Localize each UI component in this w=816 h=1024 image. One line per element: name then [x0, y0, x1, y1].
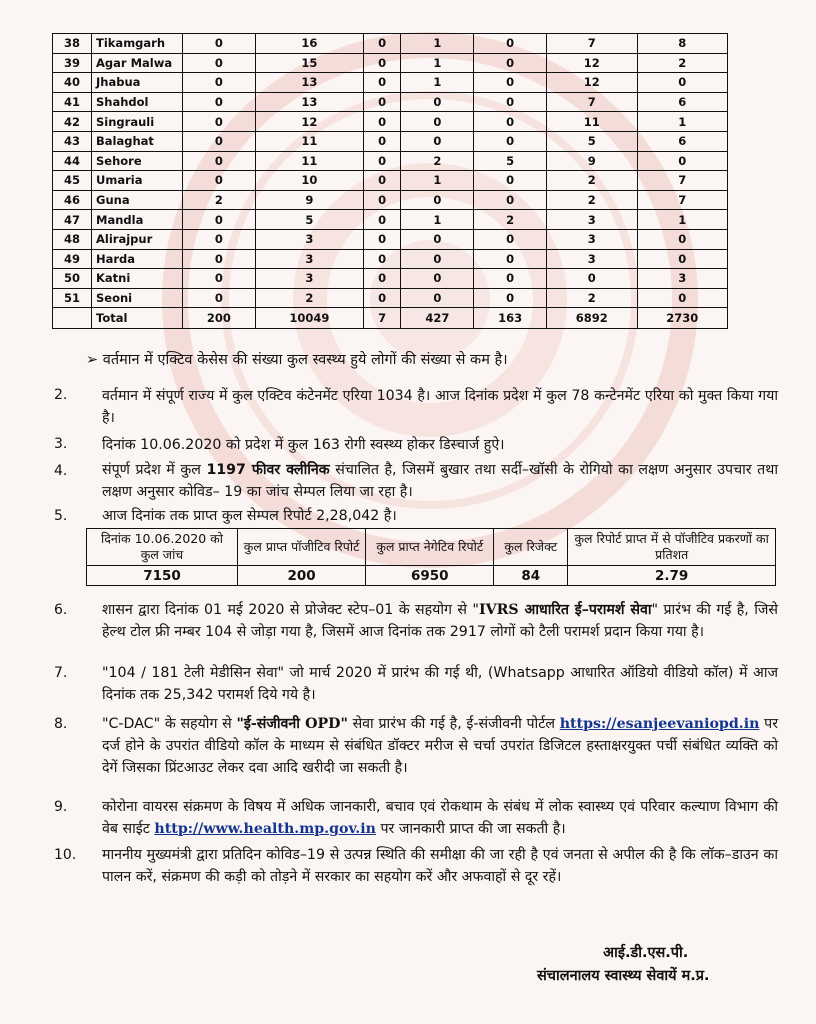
value-cell: 2	[547, 171, 637, 191]
value-cell: 0	[401, 288, 474, 308]
value-cell: 7	[637, 171, 728, 191]
value-cell: 1	[637, 210, 728, 230]
table-row	[53, 151, 728, 171]
value-cell: 0	[637, 229, 728, 249]
value-cell: 0	[401, 112, 474, 132]
value-cell: 7	[547, 92, 637, 112]
value-cell: 0	[401, 229, 474, 249]
ivrs-paragraph: शासन द्वारा दिनांक 01 मई 2020 से प्रोजेक्ट स्टेप–01 के सहयोग से "IVRS आधारित ई–परामर्श सेवा" प्रारंभ की गई है, जिसे हेल्थ टोल फ्री नम्बर 104 से जोड़ा गया है, जिसमें आज दिनांक तक 2917 लोगों को टैली परामर्श प्रदान किया गया है।	[102, 602, 779, 640]
value-cell: 2	[255, 288, 363, 308]
value-cell: 0	[401, 92, 474, 112]
signature-directorate: संचालनालय स्वास्थ्य सेवायें म.प्र.	[537, 968, 710, 984]
item-number: 4.	[54, 463, 68, 479]
value-cell: 15	[255, 53, 363, 73]
value-cell: 200	[183, 308, 256, 329]
value-cell: 7	[547, 34, 637, 54]
serial-cell: 41	[53, 92, 92, 112]
value-cell: 0	[363, 92, 401, 112]
value-cell: 2	[183, 190, 256, 210]
value-cell: 0	[363, 249, 401, 269]
value-cell: 0	[363, 34, 401, 54]
value-cell: 0	[474, 53, 547, 73]
value-cell: 1	[401, 171, 474, 191]
value-cell: 0	[183, 171, 256, 191]
table-row	[53, 92, 728, 112]
value-cell: 2	[474, 210, 547, 230]
value-cell: 13	[255, 92, 363, 112]
district-cell: Harda	[92, 249, 183, 269]
value-cell: 0	[183, 112, 256, 132]
serial-cell: 47	[53, 210, 92, 230]
health-website-link[interactable]: http://www.health.mp.gov.in	[154, 821, 376, 837]
table-row	[53, 210, 728, 230]
district-cell: Total	[92, 308, 183, 329]
value-cell: 6	[637, 92, 728, 112]
district-cell: Shahdol	[92, 92, 183, 112]
value-cell: 0	[401, 190, 474, 210]
value-cell: 3	[255, 229, 363, 249]
district-cell: Balaghat	[92, 131, 183, 151]
district-table	[52, 33, 728, 329]
value-cell: 0	[401, 249, 474, 269]
serial-cell: 51	[53, 288, 92, 308]
value-cell: 0	[637, 249, 728, 269]
sample-header-cell: कुल प्राप्त पॉजीटिव रिपोर्ट	[238, 529, 366, 566]
district-cell: Umaria	[92, 171, 183, 191]
sample-header-cell: कुल प्राप्त नेगेटिव रिपोर्ट	[366, 529, 494, 566]
value-cell: 0	[401, 131, 474, 151]
value-cell: 163	[474, 308, 547, 329]
sample-value-cell: 7150	[87, 566, 238, 586]
containment-paragraph: वर्तमान में संपूर्ण राज्य में कुल एक्टिव कंटेनमेंट एरिया 1034 है। आज दिनांक प्रदेश में कुल 78 कन्टेनमेंट एरिया को मुक्त किया गया है।	[102, 388, 778, 426]
district-cell: Katni	[92, 269, 183, 289]
signature-dept: आई.डी.एस.पी.	[603, 945, 689, 961]
value-cell: 2	[401, 151, 474, 171]
district-cell: Agar Malwa	[92, 53, 183, 73]
table-row	[53, 229, 728, 249]
value-cell: 3	[255, 249, 363, 269]
item-number: 10.	[54, 847, 77, 863]
value-cell: 3	[547, 249, 637, 269]
value-cell: 0	[183, 151, 256, 171]
serial-cell: 45	[53, 171, 92, 191]
value-cell: 11	[255, 151, 363, 171]
sample-value-cell: 84	[494, 566, 568, 586]
value-cell: 0	[363, 53, 401, 73]
sample-table	[86, 528, 776, 586]
value-cell: 0	[363, 229, 401, 249]
value-cell: 0	[183, 210, 256, 230]
item-number: 3.	[54, 436, 68, 452]
value-cell: 10	[255, 171, 363, 191]
value-cell: 0	[183, 288, 256, 308]
value-cell: 0	[474, 131, 547, 151]
value-cell: 0	[637, 73, 728, 93]
serial-cell: 42	[53, 112, 92, 132]
value-cell: 0	[474, 269, 547, 289]
sample-header-cell: दिनांक 10.06.2020 को कुल जांच	[87, 529, 238, 566]
value-cell: 0	[183, 92, 256, 112]
table-row	[53, 288, 728, 308]
serial-cell: 46	[53, 190, 92, 210]
value-cell: 0	[637, 151, 728, 171]
value-cell: 0	[363, 151, 401, 171]
value-cell: 0	[363, 112, 401, 132]
item-number: 7.	[54, 665, 68, 681]
fever-clinic-paragraph: संपूर्ण प्रदेश में कुल 1197 फीवर क्लीनिक संचालित है, जिसमें बुखार तथा सर्दी–खॉसी के रोगियो का लक्षण अनुसार उपचार तथा लक्षण अनुसार कोविड– 19 का जांच सेम्पल लिया जा रहा है।	[102, 462, 779, 500]
item-number: 2.	[54, 387, 68, 403]
value-cell: 16	[255, 34, 363, 54]
value-cell: 11	[255, 131, 363, 151]
value-cell: 1	[401, 34, 474, 54]
value-cell: 0	[363, 171, 401, 191]
district-cell: Guna	[92, 190, 183, 210]
value-cell: 2730	[637, 308, 728, 329]
value-cell: 8	[637, 34, 728, 54]
district-cell: Seoni	[92, 288, 183, 308]
district-cell: Tikamgarh	[92, 34, 183, 54]
serial-cell: 39	[53, 53, 92, 73]
value-cell: 9	[547, 151, 637, 171]
value-cell: 2	[637, 53, 728, 73]
value-cell: 0	[474, 249, 547, 269]
value-cell: 427	[401, 308, 474, 329]
table-row	[53, 34, 728, 54]
value-cell: 0	[363, 73, 401, 93]
value-cell: 0	[363, 210, 401, 230]
value-cell: 0	[183, 249, 256, 269]
value-cell: 0	[183, 53, 256, 73]
serial-cell: 43	[53, 131, 92, 151]
value-cell: 0	[183, 269, 256, 289]
telemedicine-paragraph: "104 / 181 टेली मेडीसिन सेवा" जो मार्च 2020 में प्रारंभ की गई थी, (Whatsapp आधारित ऑडियो वीडियो कॉल) में आज दिनांक तक 25,342 परामर्श दिये गये है।	[102, 665, 778, 703]
value-cell: 1	[401, 73, 474, 93]
value-cell: 0	[183, 229, 256, 249]
item-number: 8.	[54, 716, 68, 732]
item-number: 5.	[54, 508, 68, 524]
value-cell: 2	[547, 190, 637, 210]
table-row	[53, 73, 728, 93]
serial-cell: 49	[53, 249, 92, 269]
serial-cell	[53, 308, 92, 329]
table-row	[53, 112, 728, 132]
value-cell: 0	[547, 269, 637, 289]
value-cell: 6892	[547, 308, 637, 329]
sample-report-paragraph: आज दिनांक तक प्राप्त कुल सेम्पल रिपोर्ट 2,28,042 है।	[102, 508, 397, 524]
value-cell: 13	[255, 73, 363, 93]
serial-cell: 48	[53, 229, 92, 249]
value-cell: 12	[547, 53, 637, 73]
serial-cell: 44	[53, 151, 92, 171]
value-cell: 12	[255, 112, 363, 132]
table-row	[53, 53, 728, 73]
value-cell: 1	[401, 53, 474, 73]
sample-value-cell: 200	[238, 566, 366, 586]
value-cell: 12	[547, 73, 637, 93]
value-cell: 0	[474, 34, 547, 54]
value-cell: 0	[363, 288, 401, 308]
value-cell: 9	[255, 190, 363, 210]
value-cell: 0	[363, 190, 401, 210]
sample-header-cell: कुल रिजेक्ट	[494, 529, 568, 566]
value-cell: 0	[363, 269, 401, 289]
district-cell: Alirajpur	[92, 229, 183, 249]
table-row	[53, 171, 728, 191]
value-cell: 3	[255, 269, 363, 289]
serial-cell: 40	[53, 73, 92, 93]
appeal-paragraph: माननीय मुख्यमंत्री द्वारा प्रतिदिन कोविड–19 से उत्पन्न स्थिति की समीक्षा की जा रही है एवं जनता से अपील की है कि लॉक–डाउन का पालन करें, संक्रमण की कड़ी को तोड़ने में सरकार का सहयोग करें और अफवाहों से दूर रहें।	[102, 847, 778, 885]
table-row	[53, 249, 728, 269]
sample-value-cell: 6950	[366, 566, 494, 586]
esanjeevani-link[interactable]: https://esanjeevaniopd.in	[559, 716, 760, 732]
table-row	[53, 131, 728, 151]
item-number: 9.	[54, 799, 68, 815]
sample-header-cell: कुल रिपोर्ट प्राप्त में से पॉजीटिव प्रकरणों का प्रतिशत	[568, 529, 776, 566]
value-cell: 0	[474, 229, 547, 249]
table-row	[53, 269, 728, 289]
serial-cell: 50	[53, 269, 92, 289]
active-cases-note: ➢ वर्तमान में एक्टिव केसेस की संख्या कुल स्वस्थ्य हुये लोगों की संख्या से कम है।	[86, 352, 508, 368]
value-cell: 0	[637, 288, 728, 308]
value-cell: 0	[183, 73, 256, 93]
value-cell: 7	[363, 308, 401, 329]
district-cell: Sehore	[92, 151, 183, 171]
value-cell: 0	[183, 34, 256, 54]
value-cell: 3	[547, 229, 637, 249]
value-cell: 0	[474, 190, 547, 210]
value-cell: 0	[474, 92, 547, 112]
value-cell: 6	[637, 131, 728, 151]
value-cell: 3	[637, 269, 728, 289]
value-cell: 0	[474, 73, 547, 93]
value-cell: 0	[183, 131, 256, 151]
district-cell: Jhabua	[92, 73, 183, 93]
value-cell: 5	[474, 151, 547, 171]
serial-cell: 38	[53, 34, 92, 54]
value-cell: 5	[547, 131, 637, 151]
value-cell: 1	[637, 112, 728, 132]
value-cell: 0	[474, 112, 547, 132]
value-cell: 2	[547, 288, 637, 308]
value-cell: 0	[474, 288, 547, 308]
value-cell: 5	[255, 210, 363, 230]
total-row	[53, 308, 728, 329]
discharge-paragraph: दिनांक 10.06.2020 को प्रदेश में कुल 163 रोगी स्वस्थ्य होकर डिस्चार्ज हुऐ।	[102, 437, 505, 453]
website-paragraph: कोरोना वायरस संक्रमण के विषय में अधिक जानकारी, बचाव एवं रोकथाम के संबंध में लोक स्वास्थ्य एवं परिवार कल्याण विभाग की वेब साईट http://www.health.mp.gov.in पर जानकारी प्राप्त की जा सकती है।	[102, 799, 778, 837]
value-cell: 10049	[255, 308, 363, 329]
district-cell: Mandla	[92, 210, 183, 230]
sample-value-cell: 2.79	[568, 566, 776, 586]
value-cell: 1	[401, 210, 474, 230]
value-cell: 11	[547, 112, 637, 132]
value-cell: 0	[474, 171, 547, 191]
table-row	[53, 190, 728, 210]
item-number: 6.	[54, 602, 68, 618]
value-cell: 7	[637, 190, 728, 210]
value-cell: 0	[363, 131, 401, 151]
value-cell: 3	[547, 210, 637, 230]
district-cell: Singrauli	[92, 112, 183, 132]
esanjeevani-paragraph: "C-DAC" के सहयोग से "ई-संजीवनी OPD" सेवा प्रारंभ की गई है, ई-संजीवनी पोर्टल https://esanjeevaniopd.in पर दर्ज होने के उपरांत वीडियो कॉल के माध्यम से संबंधित डॉक्टर मरीज से चर्चा उपरांत डिजिटल हस्ताक्षरयुक्त पर्ची संबंधित व्यक्ति को देगें जिसका प्रिंटआउट लेकर दवा आदि खरीदी जा सकती है।	[102, 716, 779, 776]
value-cell: 0	[401, 269, 474, 289]
